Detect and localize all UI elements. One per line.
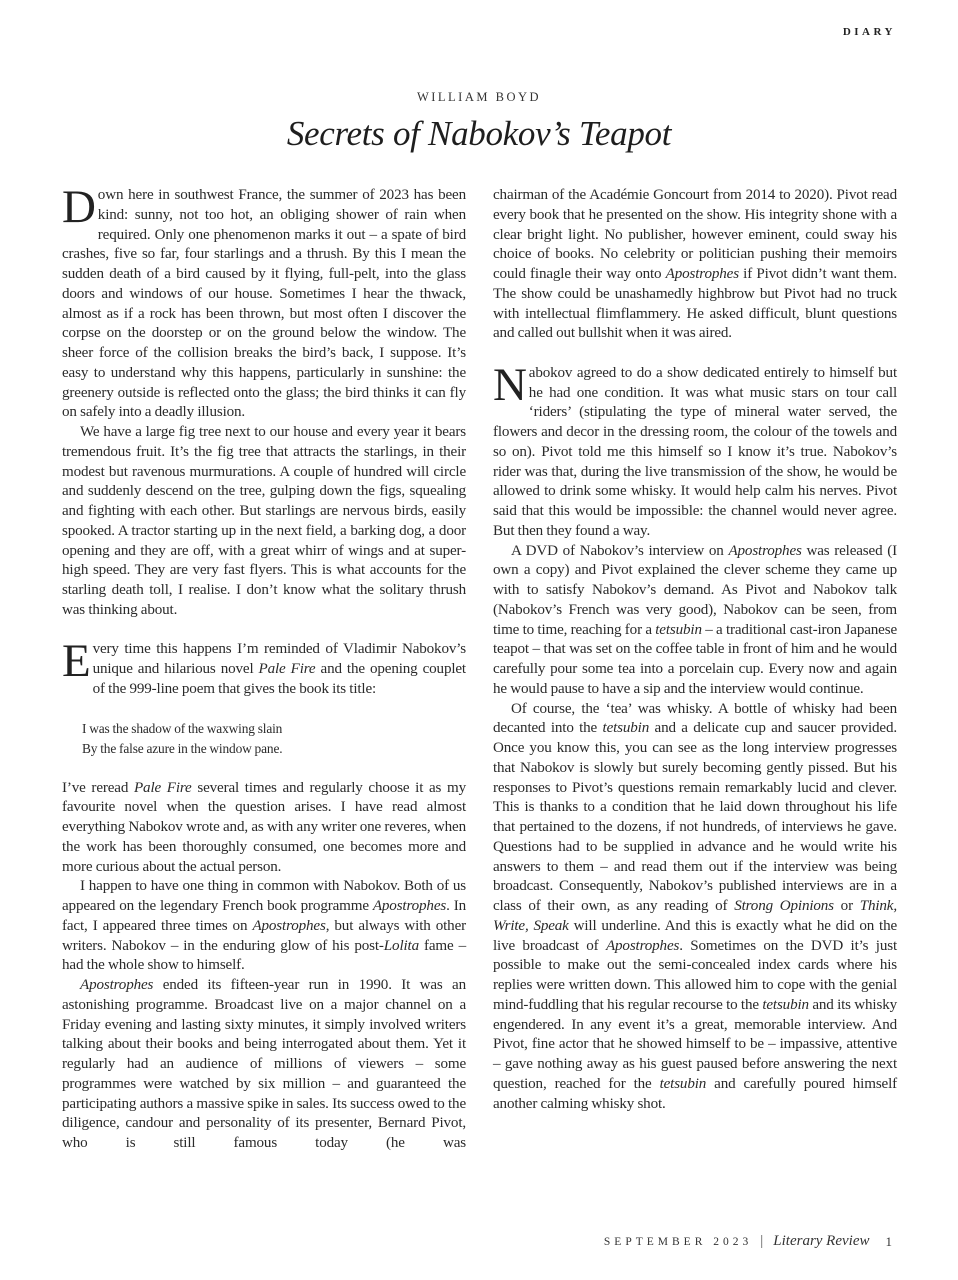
footer-separator: |	[760, 1233, 764, 1249]
poem-line: I was the shadow of the waxwing slain	[82, 721, 283, 737]
italic-title: Apostrophes	[665, 266, 739, 282]
italic-title: tetsubin	[655, 621, 702, 638]
italic-title: Lolita	[383, 937, 419, 954]
paragraph	[493, 542, 897, 700]
paragraph	[62, 181, 466, 423]
text-run: very time this happens I’m reminded of Vladimir Nabokov’s unique and hilarious novel	[92, 641, 466, 677]
italic-title: Pale Fire	[258, 661, 316, 677]
drop-cap: D	[62, 181, 96, 233]
text-run: Of course, the ‘tea’ was whisky. A bottle of whisky had been decanted into the	[493, 700, 897, 737]
paragraph	[493, 186, 897, 344]
text-run: – a traditional cast-iron Japanese teapot – that was set on the coffee table in front of him and he would carefully pour some tea into a porcelain cup. Every now and again he would pause to have a sip and the interview would continue.	[493, 621, 898, 697]
text-run: or	[833, 898, 860, 914]
text-run: and a delicate cup and saucer provided. Once you know this, you can see as the long interview progresses that Nabokov is slowly but surely becoming gently pissed. But his responses to Pivot’s questions remain remarkably lucid and clever. This is thanks to a condition that he laid down throughout his life that pertained to the dozens, if not hundreds, of interviews he gave. Questions had to be supplied in advance and he would write his answers to them – and read them out if the interview was being broadcast. Consequently, Nabokov’s published interviews are in a class of their own, as any reading of	[493, 720, 897, 914]
page-number: 1	[885, 1233, 892, 1249]
text-run: chairman of the Académie Goncourt from 2014 to 2020). Pivot read every book that he presented on the show. His integrity shone with a clear bright light. No publisher, however eminent, could sway his choice of books. No celebrity or politician pushing their memoirs could finagle their way onto	[493, 187, 897, 282]
text-run: and the opening couplet of the 999-line poem that gives the book its title:	[92, 661, 466, 697]
author-byline: WILLIAM BOYD	[416, 90, 542, 104]
issue-date: SEPTEMBER 2023	[603, 1235, 753, 1248]
paragraph	[62, 423, 466, 621]
italic-title: Pale Fire	[133, 779, 192, 796]
paragraph	[62, 779, 466, 878]
text-run: was released (I own a copy) and Pivot explained the clever scheme they came up with to satisfy Nabokov’s demand. As Pivot and Nabokov talk (Nabokov’s French was very good), Nabokov can be seen, from time to time, reaching for a	[493, 542, 897, 638]
text-run: ended its fifteen-year run in 1990. It was an astonishing programme. Broadcast live on a major channel on a Friday evening and lasting sixty minutes, it simply involved writers talking about their books and being interrogated about them. Yet it regularly had an audience of millions of viewers – some programmes were watched by six million – and guaranteed the participating authors a massive spike in sales. Its success owed to the diligence, candour and personality of its presenter, Bernard Pivot, who is still famous today (he was	[62, 977, 466, 1151]
text-run: abokov agreed to do a show dedicated entirely to himself but he had one condition. It was what music stars on tour call ‘riders’ (stipulating the type of mineral water served, the flowers and decor in the dressing room, the colour of the towels and so on). Pivot told me this himself so I know it’s true. Nabokov’s rider was that, during the live transmission of the show, he would be allowed to drink some whisky. It would help calm his nerves. Pivot said that this would be impossible: the channel would never agree. But then they found a way.	[493, 364, 897, 539]
left-column	[62, 181, 466, 1154]
text-run: We have a large fig tree next to our house and every year it bears tremendous fruit. It’s the fig tree that attracts the starlings, in their modest but ravenous murmurations. A couple of hundred will circle and suddenly descend on the tree, gulping down the figs, squealing and fighting with each other. But starlings are nervous birds, easily spooked. A tractor starting up in the next field, a barking dog, a door opening and they are off, with a great whirr of wings and at super-high speed. They are very fast flyers. This is what accounts for the starling death toll, I realise. I don’t know what the solitary thrush was thinking about.	[62, 424, 466, 618]
poem-quote	[82, 719, 466, 759]
italic-title: Strong Opinions	[734, 898, 834, 914]
text-run: will underline. And this is exactly what he did on the live broadcast of	[493, 917, 898, 954]
text-run: I happen to have one thing in common with Nabokov. Both of us appeared on the legendary French book programme	[62, 878, 466, 914]
italic-title: Apostrophes	[728, 542, 802, 559]
paragraph	[493, 358, 897, 542]
article-title: Secrets of Nabokov’s Teapot	[286, 114, 672, 153]
paragraph	[493, 700, 897, 1115]
text-run: and carefully poured himself another calming whisky shot.	[493, 1075, 898, 1112]
italic-title: Think, Write, Speak	[493, 898, 897, 934]
poem-line: By the false azure in the window pane.	[82, 741, 283, 756]
drop-cap: N	[493, 358, 527, 411]
right-column	[493, 186, 897, 1114]
text-run: . Sometimes on the DVD it’s just possible to make out the semi-concealed index cards where his replies were written down. This allowed him to cope with the genial mind-fuddling that his regular recourse to the	[493, 937, 897, 1013]
italic-title: tetsubin	[659, 1075, 707, 1092]
text-run: I’ve reread	[62, 779, 134, 796]
drop-cap: E	[62, 635, 91, 688]
text-run: own here in southwest France, the summer of 2023 has been kind: sunny, not too hot, an obliging shower of rain when required. Only one phenomenon marks it out – a spate of bird crashes, five so far, four starlings and a thrush. By this I mean the sudden death of a bird caused by it flying, full-pelt, into the glass doors and windows of our house. Sometimes I hear the thwack, almost as if a rock has been thrown, but most often I discover the corpse on the doorstep or on the ground below the window. The sheer force of the collision breaks the bird’s back, I suppose. It’s easy to understand why this happens, particularly in sunshine: the greenery outside is reflected onto the glass; the bird thinks it can fly on safely into a deadly illusion.	[62, 187, 466, 421]
text-run: several times and regularly choose it as my favourite novel when the question arises. I have read almost everything Nabokov wrote and, as with any writer one reveres, when the work has been thoroughly consumed, one becomes more and more curious about the actual person.	[62, 779, 466, 875]
paragraph	[62, 976, 466, 1154]
text-run: and its whisky engendered. In any event it’s a great, memorable interview. And Pivot, fine actor that he showed himself to be – impassive, attentive – gave nothing away as his guest paused before answering the next question, reached for the	[493, 996, 897, 1092]
italic-title: Apostrophes	[80, 977, 154, 993]
section-label: DIARY	[842, 26, 896, 38]
magazine-name: Literary Review	[773, 1233, 870, 1249]
italic-title: Apostrophes	[605, 937, 680, 954]
italic-title: tetsubin	[602, 720, 650, 737]
italic-title: Apostrophes	[372, 898, 447, 914]
italic-title: tetsubin	[762, 996, 809, 1013]
text-run: fame – had the whole show to himself.	[62, 937, 466, 974]
text-run: . In fact, I appeared three times on	[62, 898, 466, 934]
paragraph	[62, 635, 466, 699]
paragraph	[62, 877, 466, 976]
text-run: , but always with other writers. Nabokov – in the enduring glow of his post-	[62, 917, 466, 954]
text-run: A DVD of Nabokov’s interview on	[511, 542, 729, 559]
text-run: if Pivot didn’t want them. The show could be unashamedly highbrow but Pivot had no truck with intellectual flimflammery. He asked difficult, blunt questions and called out bullshit when it was aired.	[493, 266, 897, 342]
italic-title: Apostrophes	[252, 917, 326, 934]
page-footer	[604, 1233, 892, 1250]
